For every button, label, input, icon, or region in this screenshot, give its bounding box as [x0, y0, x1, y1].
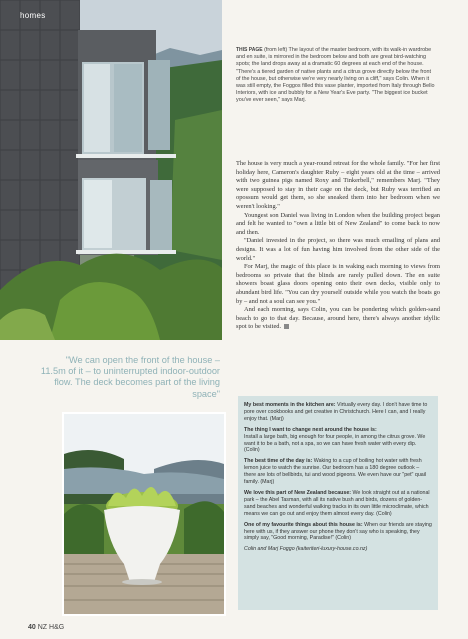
- house-photo: [0, 0, 222, 340]
- photo-caption: [236, 47, 436, 105]
- pull-quote: "We can open the front of the house – 11.5m of it – to uninterrupted indoor-outdoor flow. The deck becomes part of the living space": [40, 355, 220, 399]
- sidebar-credit: Colin and Marj Foggo (kaiteriteri-luxury-house.co.nz): [244, 546, 368, 553]
- body-paragraph: Youngest son Daniel was living in London when the building project began and felt he wanted to "own a little bit of New Zealand" to come back to now and then.: [236, 211, 440, 236]
- caption-lead: THIS PAGE: [236, 47, 263, 53]
- sidebar-answer: Install a large bath, big enough for four people, in among the citrus grove. We want it to be a bath, not a spa, so we can have fresh water with every dip. (Colin): [244, 433, 426, 454]
- sidebar-question: The best time of the day is:: [244, 458, 313, 465]
- sidebar-item: [244, 427, 432, 455]
- sidebar-answer: We look straight out at a national park – the Abel Tasman, with all its native bush and birds, dozens of golden-sand beaches and wonderful walking tracks in its own little microclimate, which means we can go out and enjoy them almost every day. (Colin): [244, 489, 430, 517]
- sidebar-question: One of my favourite things about this house is:: [244, 521, 363, 528]
- sidebar-answer: When our friends are staying here with us, if they answer our phone they don't say who is speaking, they simply say, "Good morning, Paradise!" (Colin): [244, 521, 432, 542]
- body-paragraph-last: [236, 306, 440, 332]
- sidebar-answer: Waking to a cup of boiling hot water with fresh lemon juice to watch the sunrise. Our bedroom has a 180 degree outlook – there are lots of bellbirds, tui and wood pigeons. We even have our "pet" quail family. (Marj): [244, 458, 427, 486]
- body-paragraph-text: And each morning, says Colin, you can be pondering which golden-sand beach to go to that day. Because, around here, there's always another idyllic spot to be visited.: [236, 306, 440, 331]
- body-paragraph: "Daniel invested in the project, so there was much emailing of plans and designs. It was a lot of fun having him involved from the other side of the world.": [236, 237, 440, 262]
- page-number: 40: [28, 624, 36, 631]
- article-body: [236, 160, 440, 332]
- sidebar-answer: Virtually every day. I don't have time to pore over cookbooks and get creative in Christchurch. Here I can, and I really enjoy that. (Marj): [244, 402, 428, 422]
- page-folio: [28, 624, 64, 631]
- body-paragraph: The house is very much a year-round retreat for the whole family. "For her first holiday here, Cameron's daughter Ruby – eight years old at the time – arrived with two guinea pigs named Roxy and Tinkerbell," remembers Marj. "They were supposed to stay in their cage on the deck, but Ruby was terrified an opossum would get them, so she sneaked them into her bedroom when we weren't looking.": [236, 160, 440, 210]
- sidebar-item: [244, 522, 432, 543]
- sidebar-question: My best moments in the kitchen are:: [244, 402, 336, 408]
- sidebar-item: [244, 490, 432, 518]
- section-tag: homes: [20, 11, 46, 20]
- sidebar-item: [244, 458, 432, 486]
- caption-text: (from left) The layout of the master bedroom, with its walk-in wardrobe and en suite, is mirrored in the bedroom below and both are great bird-watching spots; the land drops away at a dramatic 60 degrees at each end of the house. "There's a tiered garden of native plants and a citrus grove directly below the front of the house, but otherwise we're very nearly living on a cliff," says Colin. When it was still empty, the Foggos filled this vase planter, imported from Italy through Bello Interiors, with ice and bubbly for a New Year's Eve party. "The biggest ice bucket you've ever seen," says Marj.: [236, 47, 435, 104]
- qa-sidebar: [238, 396, 438, 610]
- sidebar-question: The thing I want to change next around the house is:: [244, 426, 377, 433]
- end-of-article-icon: [284, 324, 289, 329]
- sidebar-item: [244, 402, 432, 423]
- sidebar-question: We love this part of New Zealand because:: [244, 489, 352, 496]
- publication-name: NZ H&G: [37, 624, 65, 631]
- body-paragraph: For Marj, the magic of this place is in waking each morning to views from bedrooms so private that the blinds are rarely pulled down. The en suite showers boast glass doors opening onto their own decks, visible only to abundant bird life. "You can dry yourself outside while you watch the boats go by – and not a soul can see you.": [236, 263, 440, 305]
- planter-photo: [62, 412, 226, 616]
